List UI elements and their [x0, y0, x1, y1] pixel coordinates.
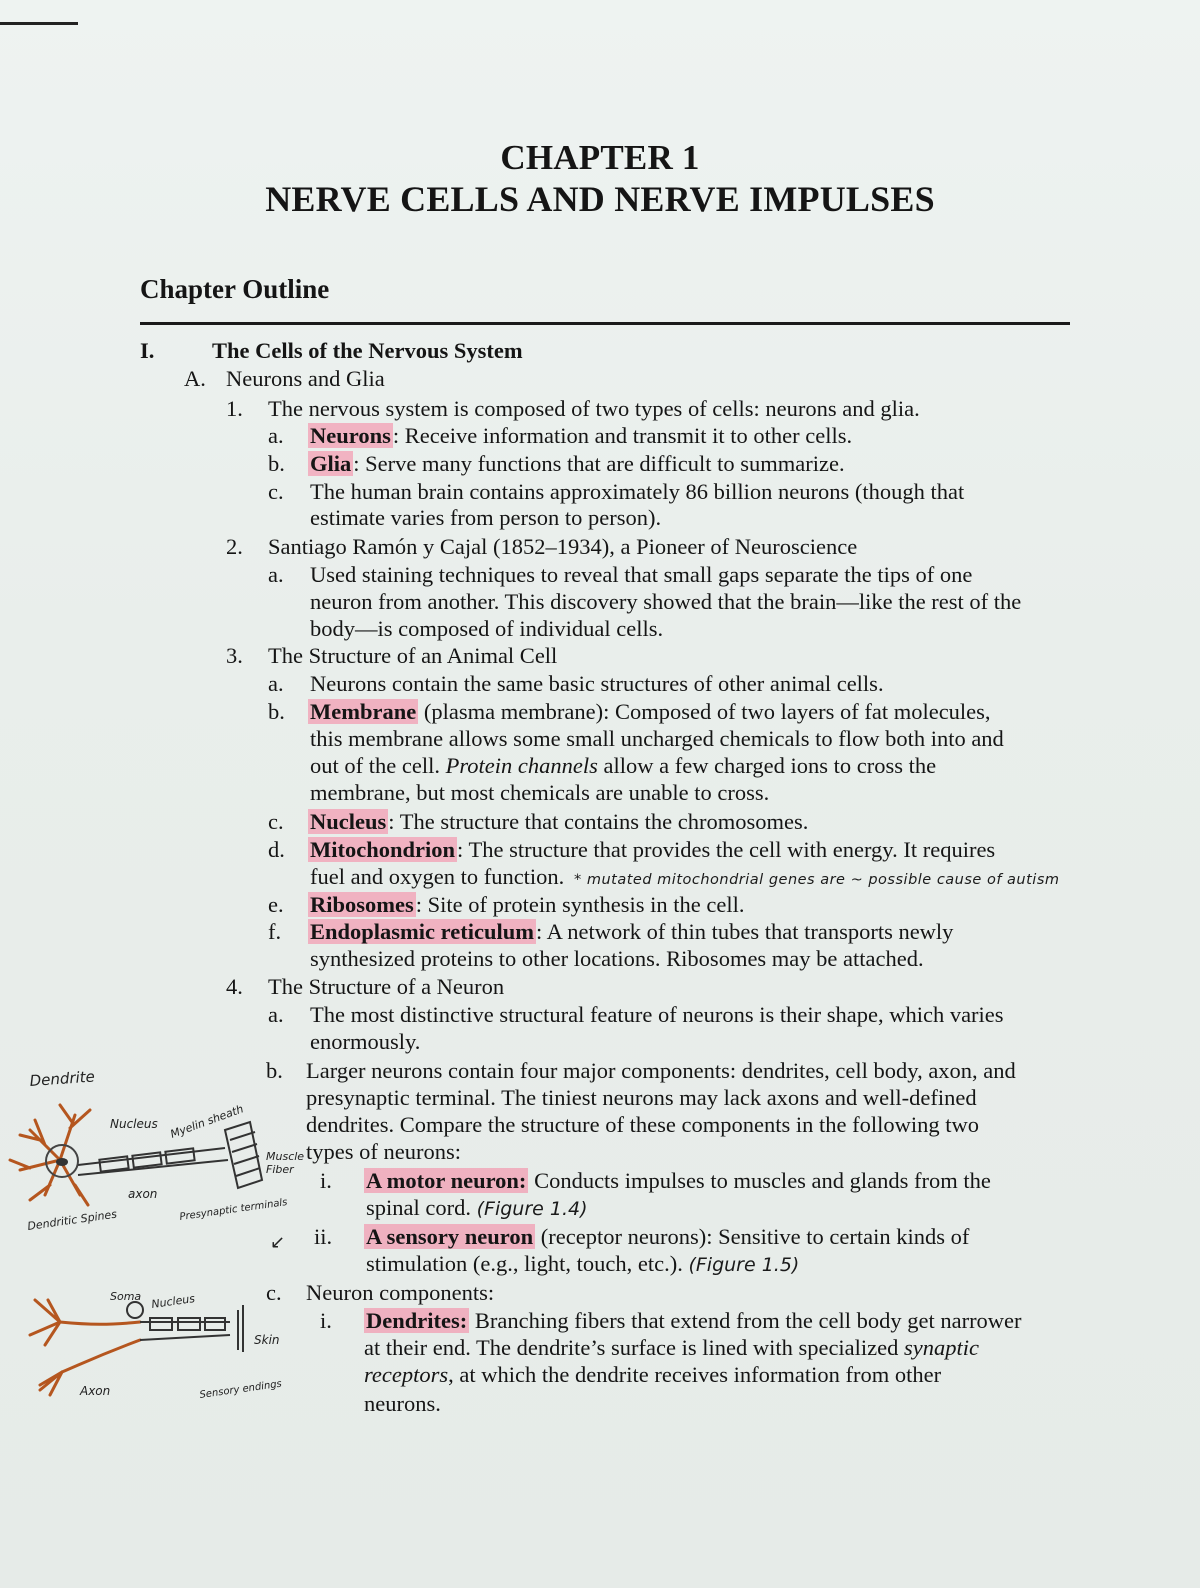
- nucleus-label: Nucleus: [110, 1117, 158, 1131]
- item-text: presynaptic terminal. The tiniest neurons may lack axons and well-defined: [306, 1085, 977, 1110]
- item-roman: ii.: [314, 1224, 333, 1249]
- item-text: The Structure of an Animal Cell: [268, 643, 558, 668]
- nucleus2-label: Nucleus: [150, 1292, 196, 1311]
- axon2-label: Axon: [80, 1384, 111, 1398]
- item-number: 1.: [226, 396, 243, 421]
- item-text: The Structure of a Neuron: [268, 974, 505, 999]
- item-text: Neurons: Receive information and transmit it to other cells.: [310, 423, 853, 448]
- item-letter: c.: [266, 1280, 282, 1305]
- subsection-title: Neurons and Glia: [226, 366, 385, 391]
- item-text: neuron from another. This discovery showed that the brain—like the rest of the: [310, 589, 1022, 614]
- item-letter: a.: [268, 1002, 284, 1027]
- item-text: A motor neuron: Conducts impulses to muscles and glands from the: [366, 1168, 991, 1193]
- item-text: Ribosomes: Site of protein synthesis in the cell.: [310, 892, 745, 917]
- item-text: A sensory neuron (receptor neurons): Sensitive to certain kinds of: [366, 1224, 970, 1249]
- item-text: Nucleus: The structure that contains the chromosomes.: [310, 809, 809, 834]
- item-number: 2.: [226, 534, 243, 559]
- item-text: Santiago Ramón y Cajal (1852–1934), a Pioneer of Neuroscience: [268, 534, 858, 559]
- item-text: estimate varies from person to person).: [310, 505, 662, 530]
- item-letter: b.: [268, 451, 285, 476]
- sensory-endings-label: Sensory endings: [198, 1378, 283, 1401]
- motor-neuron-sketch: [10, 1105, 90, 1205]
- item-text: fuel and oxygen to function.: [310, 864, 565, 889]
- highlighted-term: Ribosomes: [310, 892, 414, 917]
- item-text: Endoplasmic reticulum: A network of thin tubes that transports newly: [310, 919, 954, 944]
- item-text: Used staining techniques to reveal that small gaps separate the tips of one: [310, 562, 973, 587]
- item-text: Neuron components:: [306, 1280, 495, 1305]
- item-letter: c.: [268, 479, 284, 504]
- item-letter: b.: [268, 699, 285, 724]
- soma-label: Soma: [110, 1290, 142, 1303]
- handwritten-arrow: ↙: [270, 1232, 286, 1253]
- item-text: Mitochondrion: The structure that provides the cell with energy. It requires: [310, 837, 996, 862]
- outline-heading: Chapter Outline: [140, 274, 330, 304]
- outline-divider: [140, 322, 1070, 325]
- highlighted-term: Mitochondrion: [310, 837, 456, 862]
- item-letter: b.: [266, 1058, 283, 1083]
- item-text: membrane, but most chemicals are unable to cross.: [310, 780, 770, 805]
- item-text: body—is composed of individual cells.: [310, 616, 664, 641]
- axon-label: axon: [128, 1187, 158, 1201]
- presynaptic-label: Presynaptic terminals: [178, 1196, 289, 1223]
- corner-rule: [0, 22, 78, 25]
- handwritten-figure-ref: (Figure 1.5): [688, 1254, 800, 1276]
- neuron-sketches: [0, 1060, 300, 1440]
- highlighted-term: Nucleus: [310, 809, 387, 834]
- section-number: I.: [140, 338, 155, 363]
- item-text: Larger neurons contain four major components: dendrites, cell body, axon, and: [306, 1058, 1016, 1083]
- item-text: Glia: Serve many functions that are difficult to summarize.: [310, 451, 845, 476]
- item-text: Dendrites: Branching fibers that extend from the cell body get narrower: [366, 1308, 1022, 1333]
- sensory-neuron-sketch: [30, 1300, 140, 1395]
- item-letter: e.: [268, 892, 284, 917]
- item-roman: i.: [320, 1308, 332, 1333]
- item-text: enormously.: [310, 1029, 421, 1054]
- item-text: The nervous system is composed of two types of cells: neurons and glia.: [268, 396, 920, 421]
- section-title: The Cells of the Nervous System: [212, 338, 523, 363]
- highlighted-term: Neurons: [310, 423, 391, 448]
- item-number: 3.: [226, 643, 243, 668]
- item-text: at their end. The dendrite’s surface is lined with specialized synaptic: [364, 1335, 980, 1360]
- item-text: The most distinctive structural feature of neurons is their shape, which varies: [310, 1002, 1004, 1027]
- item-text: spinal cord. (Figure 1.4): [366, 1195, 588, 1220]
- handwritten-figure-ref: (Figure 1.4): [476, 1198, 588, 1220]
- highlighted-term: Glia: [310, 451, 352, 476]
- item-number: 4.: [226, 974, 243, 999]
- item-letter: a.: [268, 562, 284, 587]
- item-text: this membrane allows some small uncharged chemicals to flow both into and: [310, 726, 1004, 751]
- item-text: out of the cell. Protein channels allow a few charged ions to cross the: [310, 753, 937, 778]
- highlighted-term: A sensory neuron: [366, 1224, 534, 1249]
- dendrite-label: Dendrite: [29, 1067, 96, 1090]
- item-letter: d.: [268, 837, 285, 862]
- subsection-number: A.: [184, 366, 206, 391]
- item-text: types of neurons:: [306, 1139, 461, 1164]
- handwritten-muscle-fiber-note: Muscle Fiber: [266, 1150, 305, 1176]
- item-letter: f.: [268, 919, 282, 944]
- dendritic-spines-label: Dendritic Spines: [26, 1207, 118, 1233]
- item-letter: a.: [268, 423, 284, 448]
- highlighted-term: A motor neuron:: [366, 1168, 527, 1193]
- highlighted-term: Membrane: [310, 699, 417, 724]
- chapter-title: NERVE CELLS AND NERVE IMPULSES: [265, 179, 935, 219]
- item-letter: a.: [268, 671, 284, 696]
- item-text: The human brain contains approximately 86 billion neurons (though that: [310, 479, 965, 504]
- skin-label: Skin: [254, 1333, 280, 1347]
- myelin-label: Myelin sheath: [168, 1102, 246, 1141]
- chapter-number: CHAPTER 1: [500, 138, 700, 177]
- handwritten-note-autism: * mutated mitochondrial genes are ~ possible cause of autism: [574, 872, 1060, 888]
- item-text: receptors, at which the dendrite receives information from other: [364, 1362, 942, 1387]
- item-letter: c.: [268, 809, 284, 834]
- item-text: Membrane (plasma membrane): Composed of two layers of fat molecules,: [310, 699, 991, 724]
- item-roman: i.: [320, 1168, 332, 1193]
- item-text: dendrites. Compare the structure of these components in the following two: [306, 1112, 979, 1137]
- highlighted-term: Endoplasmic reticulum: [310, 919, 534, 944]
- item-text: synthesized proteins to other locations. Ribosomes may be attached.: [310, 946, 924, 971]
- item-text: Neurons contain the same basic structures of other animal cells.: [310, 671, 884, 696]
- item-text: stimulation (e.g., light, touch, etc.). (Figure 1.5): [366, 1251, 800, 1276]
- highlighted-term: Dendrites:: [366, 1308, 468, 1333]
- item-text: neurons.: [364, 1391, 441, 1416]
